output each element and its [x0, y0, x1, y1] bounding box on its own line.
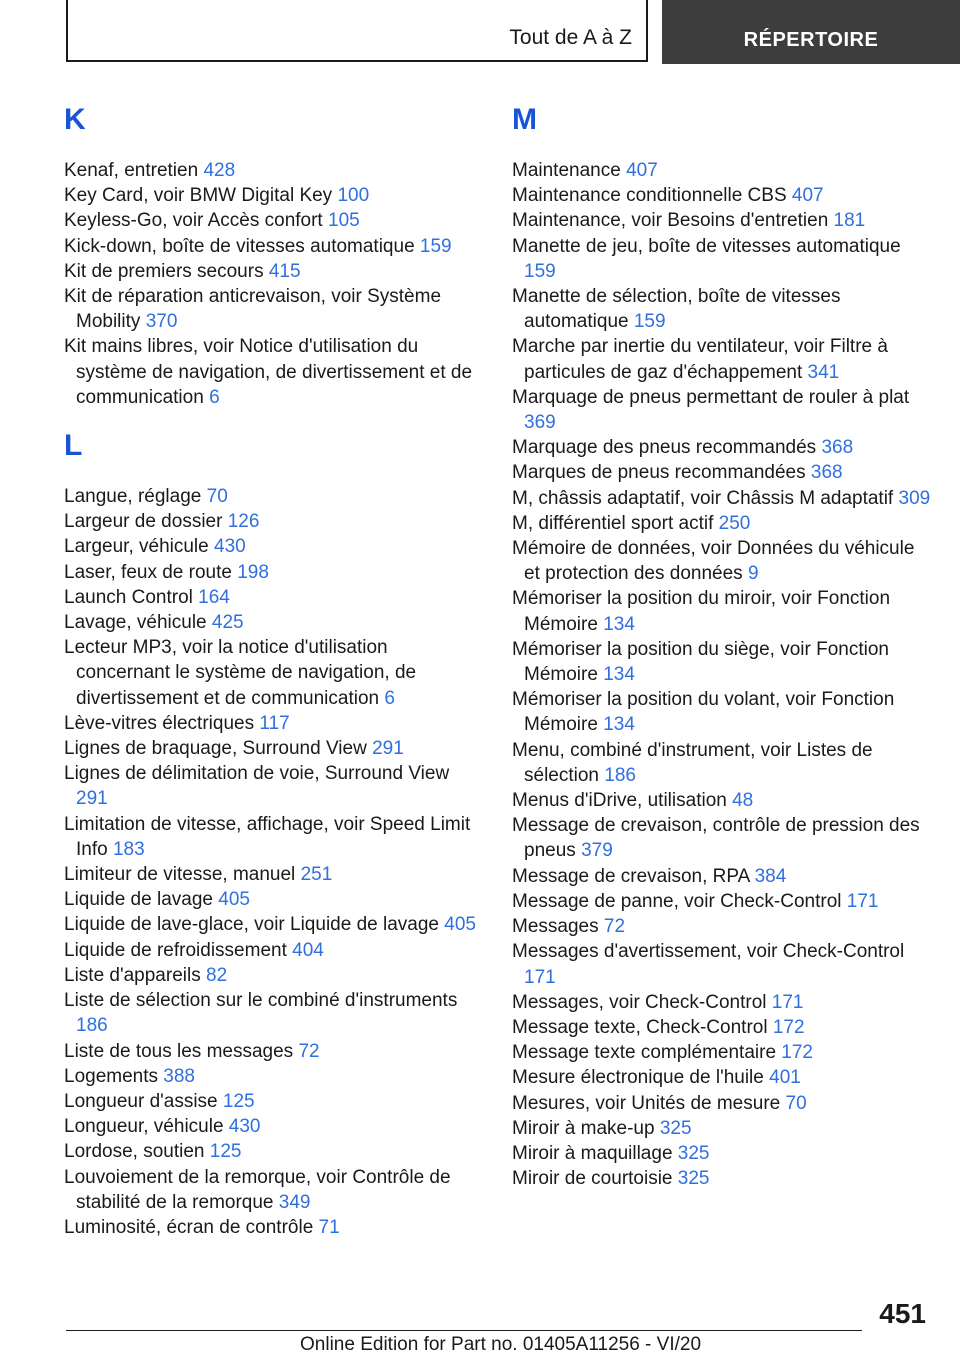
index-entry [512, 208, 932, 233]
page-reference-link[interactable]: 6 [209, 386, 220, 408]
page-reference-link[interactable]: 405 [444, 914, 476, 936]
index-entry [64, 1114, 479, 1139]
page-reference-link[interactable]: 186 [76, 1015, 108, 1037]
page-reference-link[interactable]: 415 [268, 260, 301, 282]
index-entry-text: Lève-vitres électriques [64, 712, 255, 734]
index-entry [64, 1064, 479, 1089]
index-entry-text: Maintenance, voir Besoins d'entretien [512, 210, 829, 232]
index-entry-text: Mesures, voir Unités de mesure [512, 1092, 781, 1114]
index-entry [64, 509, 479, 534]
index-entry-text: Limitation de vitesse, affichage, voir Speed Limit Info [64, 813, 471, 860]
index-entry-text: Message de crevaison, RPA [512, 865, 750, 887]
index-entry [64, 234, 479, 259]
index-entry [64, 183, 479, 208]
index-entry-text: Liquide de lave-glace, voir Liquide de lavage [64, 914, 439, 936]
index-entry [64, 560, 479, 585]
index-entry-text: Kit de réparation anticrevaison, voir Système Mobility [64, 286, 442, 333]
page-reference-link[interactable]: 134 [603, 664, 635, 686]
index-entry-text: Maintenance conditionnelle CBS [512, 185, 787, 207]
page-reference-link[interactable]: 407 [626, 160, 658, 181]
page-reference-link[interactable]: 171 [771, 991, 804, 1013]
edition-footer: Online Edition for Part no. 01405A11256 - VI/20 [300, 1334, 702, 1355]
page-reference-link[interactable]: 325 [677, 1142, 710, 1164]
index-entry [512, 1065, 932, 1090]
index-entry-text: Marche par inertie du ventilateur, voir Filtre à particules de gaz d'échappement [512, 336, 888, 383]
footer-divider [66, 1330, 862, 1331]
index-entry [512, 889, 932, 914]
tab-a-to-z[interactable]: Tout de A à Z [509, 26, 632, 49]
index-entry-text: Longueur, véhicule [64, 1116, 224, 1138]
page-reference-link[interactable]: 159 [633, 311, 666, 333]
index-entry-text: Mémoriser la position du volant, voir Fonction Mémoire [512, 689, 895, 736]
index-entry [512, 460, 932, 485]
index-entry [512, 586, 932, 636]
index-entry-text: Manette de sélection, boîte de vitesses automatique [512, 286, 841, 333]
index-entry [512, 687, 932, 737]
index-entry-text: Manette de jeu, boîte de vitesses automatique [512, 235, 901, 257]
index-section [64, 102, 479, 410]
page-reference-link[interactable]: 291 [76, 788, 108, 810]
page-reference-link[interactable]: 105 [328, 210, 360, 232]
index-entry-text: Laser, feux de route [64, 561, 232, 583]
page-reference-link[interactable]: 70 [785, 1092, 807, 1114]
index-entry [64, 534, 479, 559]
index-entry-text: Luminosité, écran de contrôle [64, 1216, 314, 1238]
section-letter: L [64, 429, 83, 463]
index-entry [512, 486, 932, 511]
page-reference-link[interactable]: 172 [781, 1042, 813, 1064]
page-reference-link[interactable]: 186 [604, 764, 636, 786]
index-entry-text: Mémoire de données, voir Données du véhicule et protection des données [512, 538, 915, 585]
index-entry-text: Lavage, véhicule [64, 612, 207, 634]
index-entry-text: Menus d'iDrive, utilisation [512, 790, 727, 812]
index-entry-text: Lordose, soutien [64, 1141, 205, 1163]
index-entry [512, 1141, 932, 1166]
page-reference-link[interactable]: 407 [791, 185, 824, 207]
index-entry-text: Miroir de courtoisie [512, 1168, 673, 1190]
index-entry [512, 939, 932, 989]
page-reference-link[interactable]: 126 [227, 511, 260, 533]
index-entry [512, 813, 932, 863]
index-entry-text: M, châssis adaptatif, voir Châssis M adaptatif [512, 487, 894, 509]
index-entry-text: Logements [64, 1065, 159, 1087]
index-entry [64, 711, 479, 736]
index-entry-text: Lignes de braquage, Surround View [64, 738, 367, 760]
page-reference-link[interactable]: 72 [298, 1040, 320, 1062]
page-reference-link[interactable]: 250 [718, 512, 751, 534]
index-entry-text: Messages d'avertissement, voir Check-Control [512, 941, 905, 963]
index-entry [512, 183, 932, 208]
index-entry [512, 990, 932, 1015]
index-entry [64, 912, 479, 937]
index-entry [512, 1116, 932, 1141]
page-reference-link[interactable]: 430 [228, 1116, 261, 1138]
index-entry-text: Kenaf, entretien [64, 160, 199, 181]
index-entry-text: Liquide de refroidissement [64, 939, 287, 961]
index-entry-text: Kit mains libres, voir Notice d'utilisation du système de navigation, de divertissement et de communication [64, 336, 473, 408]
page-reference-link[interactable]: 368 [810, 462, 843, 484]
index-entry [512, 234, 932, 284]
index-entry [64, 862, 479, 887]
index-entry-text: Maintenance [512, 160, 621, 181]
index-entry [512, 511, 932, 536]
index-entry-text: Messages [512, 916, 599, 938]
page-reference-link[interactable]: 159 [419, 235, 452, 257]
index-entry [512, 158, 932, 183]
index-entry-text: Liquide de lavage [64, 889, 213, 911]
index-entry [64, 938, 479, 963]
page-reference-link[interactable]: 401 [769, 1067, 801, 1089]
index-entry [64, 812, 479, 862]
index-entry-text: Liste d'appareils [64, 964, 201, 986]
page-reference-link[interactable]: 251 [300, 864, 333, 886]
index-entry [64, 1139, 479, 1164]
index-column-left [64, 96, 479, 1240]
index-entry [64, 259, 479, 284]
index-entry [64, 1165, 479, 1215]
index-entry [512, 914, 932, 939]
index-entry [64, 761, 479, 811]
page-reference-link[interactable]: 9 [747, 563, 759, 585]
page-reference-link[interactable]: 379 [581, 840, 613, 862]
page-reference-link[interactable]: 388 [163, 1065, 195, 1087]
page-reference-link[interactable]: 100 [337, 185, 370, 207]
index-entry [64, 736, 479, 761]
page-reference-link[interactable]: 325 [677, 1168, 710, 1190]
page-reference-link[interactable]: 309 [898, 487, 931, 509]
index-entry-text: Message texte complémentaire [512, 1042, 777, 1064]
index-entry-text: Key Card, voir BMW Digital Key [64, 185, 333, 207]
page-reference-link[interactable]: 164 [198, 586, 230, 608]
page-reference-link[interactable]: 428 [203, 160, 236, 181]
index-entry-text: Launch Control [64, 586, 193, 608]
page-reference-link[interactable]: 82 [206, 964, 228, 986]
page-reference-link[interactable]: 71 [318, 1216, 340, 1238]
index-entry [64, 208, 479, 233]
index-entry-text: Marques de pneus recommandées [512, 462, 806, 484]
index-entry [512, 435, 932, 460]
page-reference-link[interactable]: 134 [603, 714, 635, 736]
page-reference-link[interactable]: 404 [292, 939, 324, 961]
index-entry [512, 385, 932, 435]
index-entry [64, 610, 479, 635]
page-reference-link[interactable]: 291 [372, 738, 404, 760]
index-entry [64, 1089, 479, 1114]
page-reference-link[interactable]: 430 [214, 536, 246, 558]
page-reference-link[interactable]: 341 [807, 361, 840, 383]
index-entry [64, 988, 479, 1038]
page-reference-link[interactable]: 72 [603, 916, 626, 938]
page-reference-link[interactable]: 134 [603, 613, 635, 635]
index-entry-text: Messages, voir Check-Control [512, 991, 767, 1013]
page-reference-link[interactable]: 425 [211, 612, 244, 634]
page-reference-link[interactable]: 48 [732, 790, 754, 812]
page-reference-link[interactable]: 159 [524, 260, 556, 282]
index-entry-text: Marquage de pneus permettant de rouler à plat [512, 386, 910, 408]
page-reference-link[interactable]: 183 [112, 838, 145, 860]
index-entry-text: Menu, combiné d'instrument, voir Listes de sélection [512, 739, 873, 786]
index-entry [512, 788, 932, 813]
index-entry [64, 484, 479, 509]
index-entry [512, 1015, 932, 1040]
index-entry-text: Mémoriser la position du miroir, voir Fonction Mémoire [512, 588, 891, 635]
index-entry [512, 536, 932, 586]
index-entry-text: Largeur de dossier [64, 511, 223, 533]
page-reference-link[interactable]: 70 [206, 486, 228, 508]
header-tab-az-box [66, 0, 648, 62]
index-entry-text: Mesure électronique de l'huile [512, 1067, 764, 1089]
index-column-right [512, 96, 932, 1191]
index-entry-text: Miroir à make-up [512, 1117, 655, 1139]
index-entry [64, 635, 479, 711]
index-entry [64, 963, 479, 988]
index-entry [64, 284, 479, 334]
page-reference-link[interactable]: 6 [384, 687, 395, 709]
index-section [64, 428, 479, 1240]
page-reference-link[interactable]: 405 [218, 889, 250, 911]
index-entry-text: Louvoiement de la remorque, voir Contrôle de stabilité de la remorque [64, 1166, 451, 1213]
section-letter: M [512, 103, 537, 136]
page-header [0, 0, 960, 66]
index-entry [64, 887, 479, 912]
index-entry [64, 158, 479, 183]
index-entry [512, 738, 932, 788]
index-entry-text: Kick-down, boîte de vitesses automatique [64, 235, 415, 257]
index-entry-text: Marquage des pneus recommandés [512, 437, 817, 459]
index-entry [512, 1091, 932, 1116]
index-entry-text: Liste de tous les messages [64, 1040, 294, 1062]
page-reference-link[interactable]: 198 [237, 561, 269, 583]
index-entry-text: Message de crevaison, contrôle de pression des pneus [512, 815, 920, 862]
index-entry-text: Kit de premiers secours [64, 260, 264, 282]
index-entry-text: Largeur, véhicule [64, 536, 209, 558]
page-reference-link[interactable]: 125 [209, 1141, 242, 1163]
index-entry-text: Langue, réglage [64, 486, 202, 508]
page-reference-link[interactable]: 171 [524, 966, 556, 988]
index-entry-text: Lecteur MP3, voir la notice d'utilisation concernant le système de navigation, de divertissement et de communication [64, 637, 417, 709]
index-entry-text: Limiteur de vitesse, manuel [64, 864, 296, 886]
index-entry [512, 334, 932, 384]
page-reference-link[interactable]: 384 [754, 865, 787, 887]
page-reference-link[interactable]: 125 [222, 1090, 255, 1112]
page-reference-link[interactable]: 325 [659, 1117, 692, 1139]
index-entry-text: Keyless-Go, voir Accès confort [64, 210, 323, 232]
index-entry-text: Mémoriser la position du siège, voir Fonction Mémoire [512, 638, 890, 686]
index-entry [64, 1215, 479, 1240]
page-reference-link[interactable]: 117 [259, 712, 290, 734]
index-entry-text: Lignes de délimitation de voie, Surround View [64, 763, 450, 785]
index-entry [512, 284, 932, 334]
index-entry-text: M, différentiel sport actif [512, 512, 714, 534]
page-reference-link[interactable]: 368 [821, 437, 854, 459]
index-entry-text: Message texte, Check-Control [512, 1016, 768, 1038]
page-reference-link[interactable]: 181 [833, 210, 866, 232]
page-reference-link[interactable]: 349 [278, 1191, 311, 1213]
index-entry [64, 334, 479, 410]
page-reference-link[interactable]: 369 [524, 412, 556, 434]
page-reference-link[interactable]: 370 [145, 311, 178, 333]
index-entry-text: Liste de sélection sur le combiné d'instruments [64, 990, 458, 1012]
index-entry [64, 1039, 479, 1064]
index-entry-text: Longueur d'assise [64, 1090, 218, 1112]
page-reference-link[interactable]: 172 [772, 1016, 805, 1038]
index-entry-text: Miroir à maquillage [512, 1142, 673, 1164]
index-entry [512, 864, 932, 889]
index-entry [512, 1166, 932, 1191]
section-letter: K [64, 103, 86, 136]
index-entry [64, 585, 479, 610]
page-reference-link[interactable]: 171 [846, 890, 879, 912]
index-section [512, 102, 932, 1191]
index-entry [512, 1040, 932, 1065]
page-number: 451 [879, 1298, 926, 1329]
index-entry [512, 637, 932, 687]
index-entry-text: Message de panne, voir Check-Control [512, 890, 842, 912]
tab-repertoire[interactable]: RÉPERTOIRE [662, 0, 960, 64]
